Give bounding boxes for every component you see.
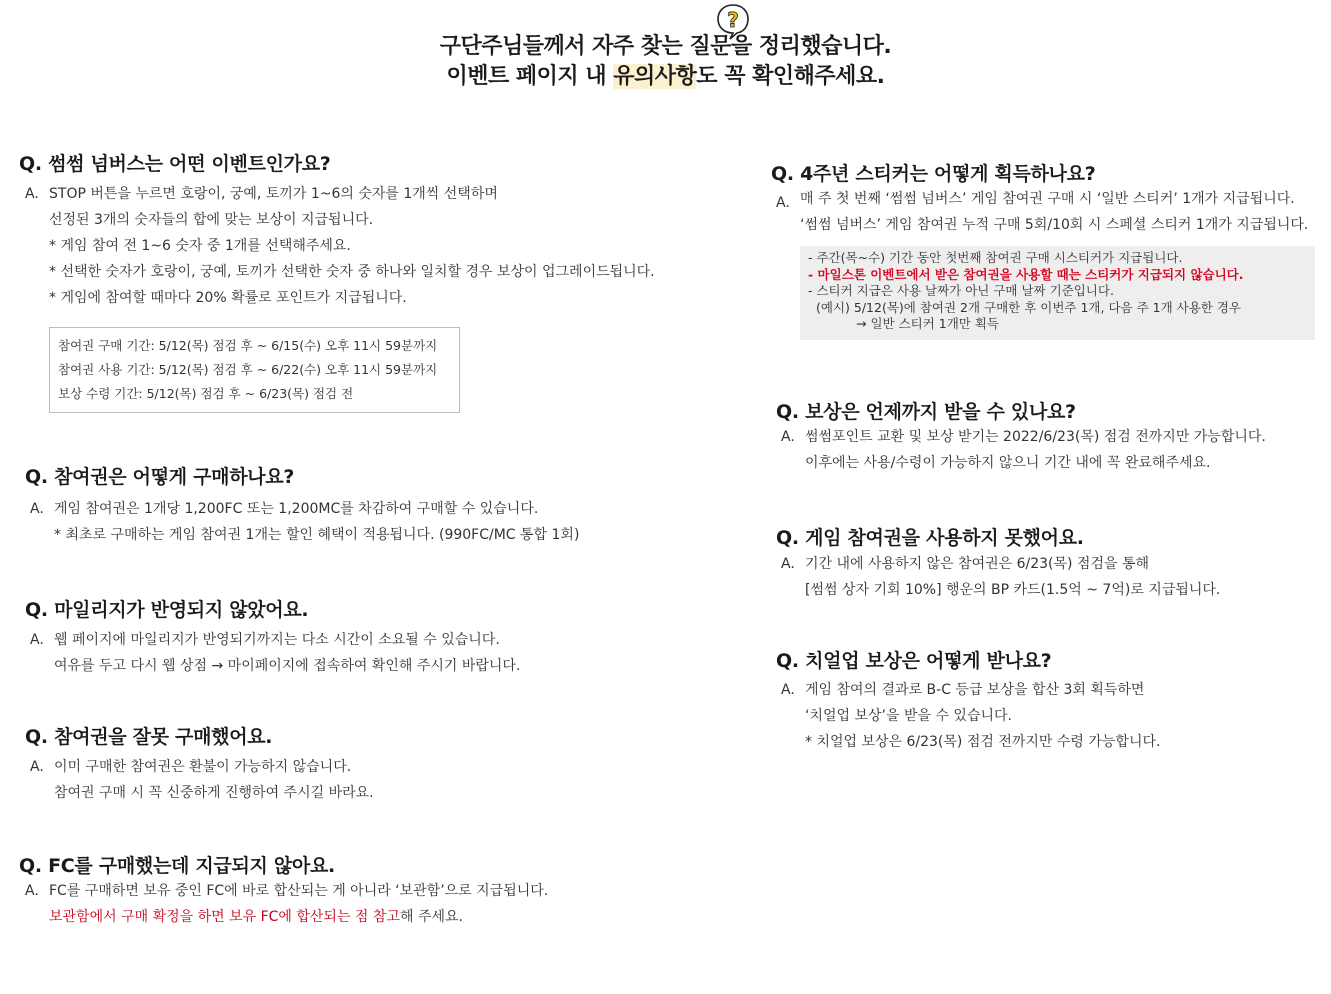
svg-text:?: ? [727, 8, 739, 32]
answer-line: 웹 페이지에 마일리지가 반영되기까지는 다소 시간이 소요될 수 있습니다. [54, 632, 500, 648]
answer-line: 썸썸포인트 교환 및 보상 받기는 2022/6/23(목) 점검 전까지만 가능합니다. [805, 429, 1266, 445]
faq-answer-cheerup [781, 677, 1321, 757]
title-line-2-pre: 이벤트 페이지 내 [446, 64, 614, 89]
answer-body [805, 677, 1160, 755]
sticker-note-example: (예시) 5/12(목)에 참여권 2개 구매한 후 이번주 1개, 다음 주 1개 사용한 경우 [816, 299, 1241, 315]
answer-red-note: 보관함에서 구매 확정을 하면 보유 FC에 합산되는 점 참고 [49, 909, 400, 925]
answer-label: A. [30, 759, 44, 775]
sticker-note-result: → 일반 스티커 1개만 획득 [856, 316, 999, 331]
answer-line [49, 904, 548, 930]
title-line-2-post: 도 꼭 확인해주세요. [696, 64, 885, 89]
answer-label: A. [776, 195, 790, 211]
faq-answer-event [25, 181, 705, 315]
answer-label: A. [781, 429, 795, 445]
faq-answer-wrong-purchase [30, 754, 710, 808]
answer-line: 이후에는 사용/수령이 가능하지 않으니 기간 내에 꼭 완료해주세요. [805, 455, 1211, 471]
answer-line: * 게임 참여 전 1~6 숫자 중 1개를 선택해주세요. [49, 238, 351, 254]
faq-question-purchase: Q. 참여권은 어떻게 구매하나요? [25, 466, 295, 488]
sticker-note-box [800, 246, 1315, 340]
faq-answer-purchase [30, 496, 710, 550]
answer-body [805, 424, 1266, 476]
answer-line: 게임 참여의 결과로 B-C 등급 보상을 합산 3회 획득하면 [805, 682, 1145, 698]
faq-answer-mileage [30, 627, 710, 681]
period-use: 참여권 사용 기간: 5/12(목) 점검 후 ~ 6/22(수) 오후 11시 59분까지 [58, 362, 438, 377]
sticker-note-line: - 주간(목~수) 기간 동안 첫번째 참여권 구매 시스티커가 지급됩니다. [808, 250, 1183, 265]
answer-line-rest: 해 주세요. [399, 909, 463, 925]
answer-body [49, 878, 548, 930]
answer-label: A. [781, 556, 795, 572]
title-highlight: 유의사항 [613, 64, 697, 89]
answer-body [54, 627, 520, 679]
answer-body [54, 754, 374, 806]
answer-line: * 치얼업 보상은 6/23(목) 점검 전까지만 수령 가능합니다. [805, 734, 1161, 750]
answer-line: 이미 구매한 참여권은 환불이 가능하지 않습니다. [54, 759, 352, 775]
answer-line: STOP 버튼을 누르면 호랑이, 궁예, 토끼가 1~6의 숫자를 1개씩 선택하며 [49, 186, 498, 202]
answer-label: A. [30, 501, 44, 517]
faq-question-wrong-purchase: Q. 참여권을 잘못 구매했어요. [25, 726, 273, 748]
period-reward: 보상 수령 기간: 5/12(목) 점검 후 ~ 6/23(목) 점검 전 [58, 386, 354, 401]
answer-label: A. [25, 186, 39, 202]
title-line-2 [0, 62, 1331, 92]
answer-line: 참여권 구매 시 꼭 신중하게 진행하여 주시길 바라요. [54, 785, 374, 801]
faq-question-sticker: Q. 4주년 스티커는 어떻게 획득하나요? [771, 163, 1096, 185]
page-title [0, 32, 1331, 92]
faq-question-unused-ticket: Q. 게임 참여권을 사용하지 못했어요. [776, 527, 1084, 549]
answer-line: 여유를 두고 다시 웹 상점 → 마이페이지에 접속하여 확인해 주시기 바랍니다. [54, 658, 521, 674]
faq-answer-unused-ticket [781, 551, 1321, 605]
answer-line: [썸썸 상자 기회 10%] 행운의 BP 카드(1.5억 ~ 7억)로 지급됩니다. [805, 582, 1221, 598]
faq-question-fc: Q. FC를 구매했는데 지급되지 않아요. [19, 855, 335, 877]
answer-body [54, 496, 579, 548]
period-info-box [49, 327, 460, 413]
faq-answer-reward-deadline [781, 424, 1321, 478]
sticker-note-line: - 스티커 지급은 사용 날짜가 아닌 구매 날짜 기준입니다. [808, 283, 1114, 298]
answer-line: * 선택한 숫자가 호랑이, 궁예, 토끼가 선택한 숫자 중 하나와 일치할 경우 보상이 업그레이드됩니다. [49, 264, 655, 280]
period-purchase: 참여권 구매 기간: 5/12(목) 점검 후 ~ 6/15(수) 오후 11시 59분까지 [58, 338, 438, 353]
answer-line: ‘치얼업 보상’을 받을 수 있습니다. [805, 708, 1012, 724]
answer-line: 선정된 3개의 숫자들의 합에 맞는 보상이 지급됩니다. [49, 212, 374, 228]
faq-question-event: Q. 썸썸 넘버스는 어떤 이벤트인가요? [19, 153, 331, 175]
answer-body [805, 551, 1220, 603]
faq-question-mileage: Q. 마일리지가 반영되지 않았어요. [25, 599, 309, 621]
answer-line: ‘썸썸 넘버스’ 게임 참여권 누적 구매 5회/10회 시 스페셜 스티커 1개가 지급됩니다. [800, 217, 1309, 233]
faq-answer-sticker [776, 186, 1316, 240]
answer-label: A. [781, 682, 795, 698]
answer-line: 매 주 첫 번째 ‘썸썸 넘버스’ 게임 참여권 구매 시 ‘일반 스티커’ 1개가 지급됩니다. [800, 191, 1295, 207]
answer-body [49, 181, 655, 311]
faq-question-reward-deadline: Q. 보상은 언제까지 받을 수 있나요? [776, 401, 1076, 423]
answer-line: * 최초로 구매하는 게임 참여권 1개는 할인 혜택이 적용됩니다. (990FC/MC 통합 1회) [54, 527, 580, 543]
title-line-1: 구단주님들께서 자주 찾는 질문을 정리했습니다. [439, 34, 892, 59]
answer-line: * 게임에 참여할 때마다 20% 확률로 포인트가 지급됩니다. [49, 290, 407, 306]
answer-line: 기간 내에 사용하지 않은 참여권은 6/23(목) 점검을 통해 [805, 556, 1149, 572]
answer-label: A. [30, 632, 44, 648]
faq-answer-fc [25, 878, 725, 932]
sticker-note-warning: - 마일스톤 이벤트에서 받은 참여권을 사용할 때는 스티커가 지급되지 않습니다. [808, 266, 1244, 282]
answer-label: A. [25, 883, 39, 899]
answer-line: 게임 참여권은 1개당 1,200FC 또는 1,200MC를 차감하여 구매할 수 있습니다. [54, 501, 539, 517]
answer-body [800, 186, 1308, 238]
faq-question-cheerup: Q. 치얼업 보상은 어떻게 받나요? [776, 650, 1052, 672]
answer-line: FC를 구매하면 보유 중인 FC에 바로 합산되는 게 아니라 ‘보관함’으로 지급됩니다. [49, 883, 549, 899]
